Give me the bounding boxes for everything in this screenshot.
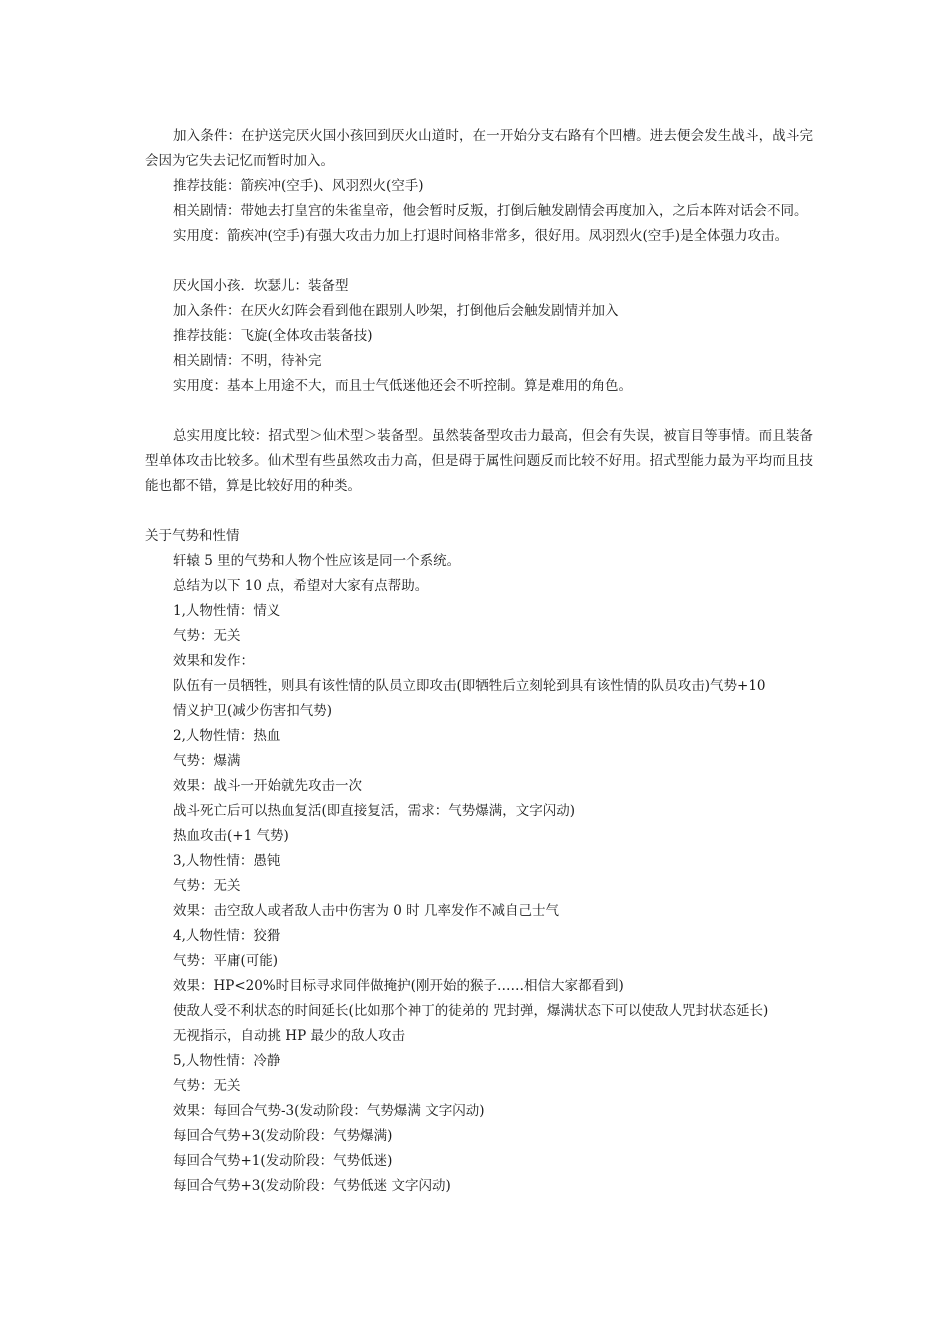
trait-2-momentum: 气势：爆满 <box>173 753 241 769</box>
trait-4-momentum: 气势：平庸(可能) <box>173 953 279 969</box>
trait-2-effect-3: 热血攻击(+1 气势) <box>173 828 289 844</box>
trait-5-effect-4: 每回合气势+3(发动阶段：气势低迷 文字闪动) <box>173 1178 451 1194</box>
spacer <box>145 249 813 274</box>
trait-3-momentum: 气势：无关 <box>173 878 241 894</box>
trait-3-effect-1: 效果：击空敌人或者敌人击中伤害为 0 时 几率发作不减自己士气 <box>173 903 559 919</box>
paragraph-join-condition-2: 加入条件：在厌火幻阵会看到他在跟别人吵架，打倒他后会触发剧情并加入 <box>173 303 619 319</box>
trait-4-effect-3: 无视指示，自动挑 HP 最少的敌人攻击 <box>173 1028 405 1044</box>
paragraph-usefulness-1: 实用度：箭疾冲(空手)有强大攻击力加上打退时间格非常多，很好用。凤羽烈火(空手)是全体强力攻击。 <box>173 228 789 244</box>
trait-4-effect-2: 使敌人受不利状态的时间延长(比如那个神丁的徒弟的 咒封弹，爆满状态下可以使敌人咒封状态延长) <box>173 1003 769 1019</box>
trait-5-effect-2: 每回合气势+3(发动阶段：气势爆满) <box>173 1128 393 1144</box>
paragraph-related-story-2: 相关剧情：不明，待补完 <box>173 353 322 369</box>
paragraph-related-story-1: 相关剧情：带她去打皇宫的朱雀皇帝，他会暂时反叛，打倒后触发剧情会再度加入，之后本阵对话会不同。 <box>173 203 808 219</box>
paragraph-intro-1: 轩辕 5 里的气势和人物个性应该是同一个系统。 <box>173 553 461 569</box>
paragraph-overall-comparison: 总实用度比较：招式型＞仙术型＞装备型。虽然装备型攻击力最高，但会有失误，被盲目等事情。而且装备型单体攻击比较多。仙术型有些虽然攻击力高，但是碍于属性问题反而比较不好用。招式型能力最为平均而且技能也都不错，算是比较好用的种类。 <box>145 428 813 494</box>
paragraph-recommended-skills-2: 推荐技能：飞旋(全体攻击装备技) <box>173 328 373 344</box>
section-heading: 关于气势和性情 <box>145 528 240 544</box>
trait-1-title: 1,人物性情：情义 <box>173 603 281 619</box>
paragraph-usefulness-2: 实用度：基本上用途不大，而且士气低迷他还会不听控制。算是难用的角色。 <box>173 378 632 394</box>
trait-5-effect-3: 每回合气势+1(发动阶段：气势低迷) <box>173 1153 393 1169</box>
trait-1-momentum: 气势：无关 <box>173 628 241 644</box>
trait-5-effect-1: 效果：每回合气势-3(发动阶段：气势爆满 文字闪动) <box>173 1103 485 1119</box>
trait-2-effect-1: 效果：战斗一开始就先攻击一次 <box>173 778 362 794</box>
trait-4-effect-1: 效果：HP<20%时目标寻求同伴做掩护(刚开始的猴子……相信大家都看到) <box>173 978 624 994</box>
paragraph-intro-2: 总结为以下 10 点，希望对大家有点帮助。 <box>173 578 429 594</box>
trait-2-title: 2,人物性情：热血 <box>173 728 281 744</box>
document-body <box>145 124 813 1199</box>
spacer <box>145 399 813 424</box>
trait-5-momentum: 气势：无关 <box>173 1078 241 1094</box>
paragraph-join-condition-1: 加入条件：在护送完厌火国小孩回到厌火山道时，在一开始分支右路有个凹槽。进去便会发生战斗，战斗完会因为它失去记忆而暂时加入。 <box>145 128 813 169</box>
trait-1-effect-1: 队伍有一员牺牲，则具有该性情的队员立即攻击(即牺牲后立刻轮到具有该性情的队员攻击)气势+10 <box>173 678 766 694</box>
trait-5-title: 5,人物性情：冷静 <box>173 1053 281 1069</box>
paragraph-character-heading: 厌火国小孩．坎瑟儿：装备型 <box>173 278 349 294</box>
trait-1-effect-2: 情义护卫(减少伤害扣气势) <box>173 703 333 719</box>
trait-1-effect-label: 效果和发作： <box>173 653 254 669</box>
trait-4-title: 4,人物性情：狡猾 <box>173 928 281 944</box>
trait-3-title: 3,人物性情：愚钝 <box>173 853 281 869</box>
paragraph-recommended-skills-1: 推荐技能：箭疾冲(空手)、风羽烈火(空手) <box>173 178 424 194</box>
spacer <box>145 499 813 524</box>
trait-2-effect-2: 战斗死亡后可以热血复活(即直接复活，需求：气势爆满，文字闪动) <box>173 803 576 819</box>
